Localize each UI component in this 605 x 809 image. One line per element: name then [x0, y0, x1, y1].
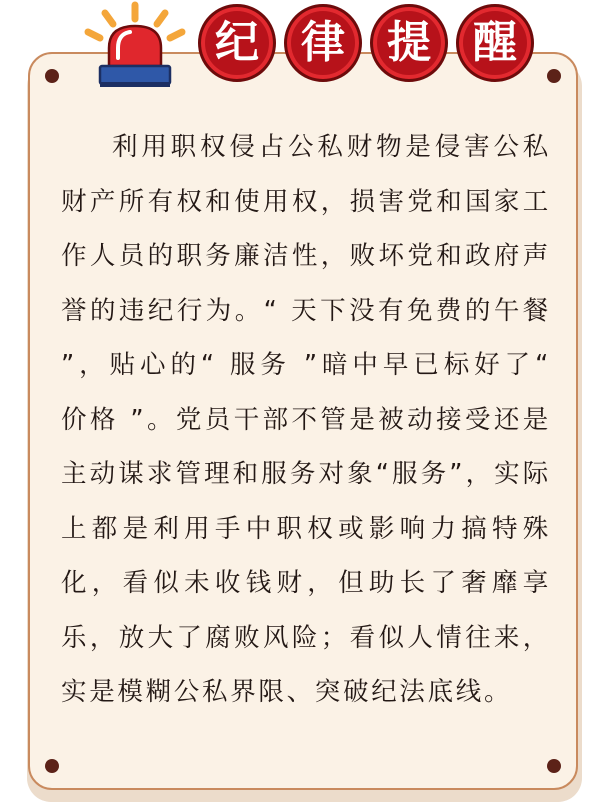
- title-char: 律: [301, 17, 345, 68]
- title-badge: [284, 4, 362, 82]
- title-char: 醒: [473, 17, 517, 68]
- title-badge: [456, 4, 534, 82]
- nail-top-right: [547, 69, 561, 83]
- title-badge: [370, 4, 448, 82]
- title-badges: [198, 4, 538, 86]
- body-paragraph: 利用职权侵占公私财物是侵害公私财产所有权和使用权，损害党和国家工作人员的职务廉洁性，败坏党和政府声誉的违纪行为。“ 天下没有免费的午餐 ”，贴心的“ 服务 ”暗中早已标好了“ 价格 ”。党员干部不管是被动接受还是主动谋求管理和服务对象“服务”，实际上都是利用手中职权或影响力搞特殊化，看似未收钱财，但助长了奢靡享乐，放大了腐败风险；看似人情往来，实是模糊公私界限、突破纪法底线。: [61, 132, 551, 707]
- siren-icon: [80, 0, 190, 92]
- title-char: 纪: [215, 17, 259, 68]
- nail-top-left: [45, 69, 59, 83]
- title-char: 提: [387, 17, 431, 68]
- nail-bottom-left: [45, 759, 59, 773]
- title-badge: [198, 4, 276, 82]
- nail-bottom-right: [547, 759, 561, 773]
